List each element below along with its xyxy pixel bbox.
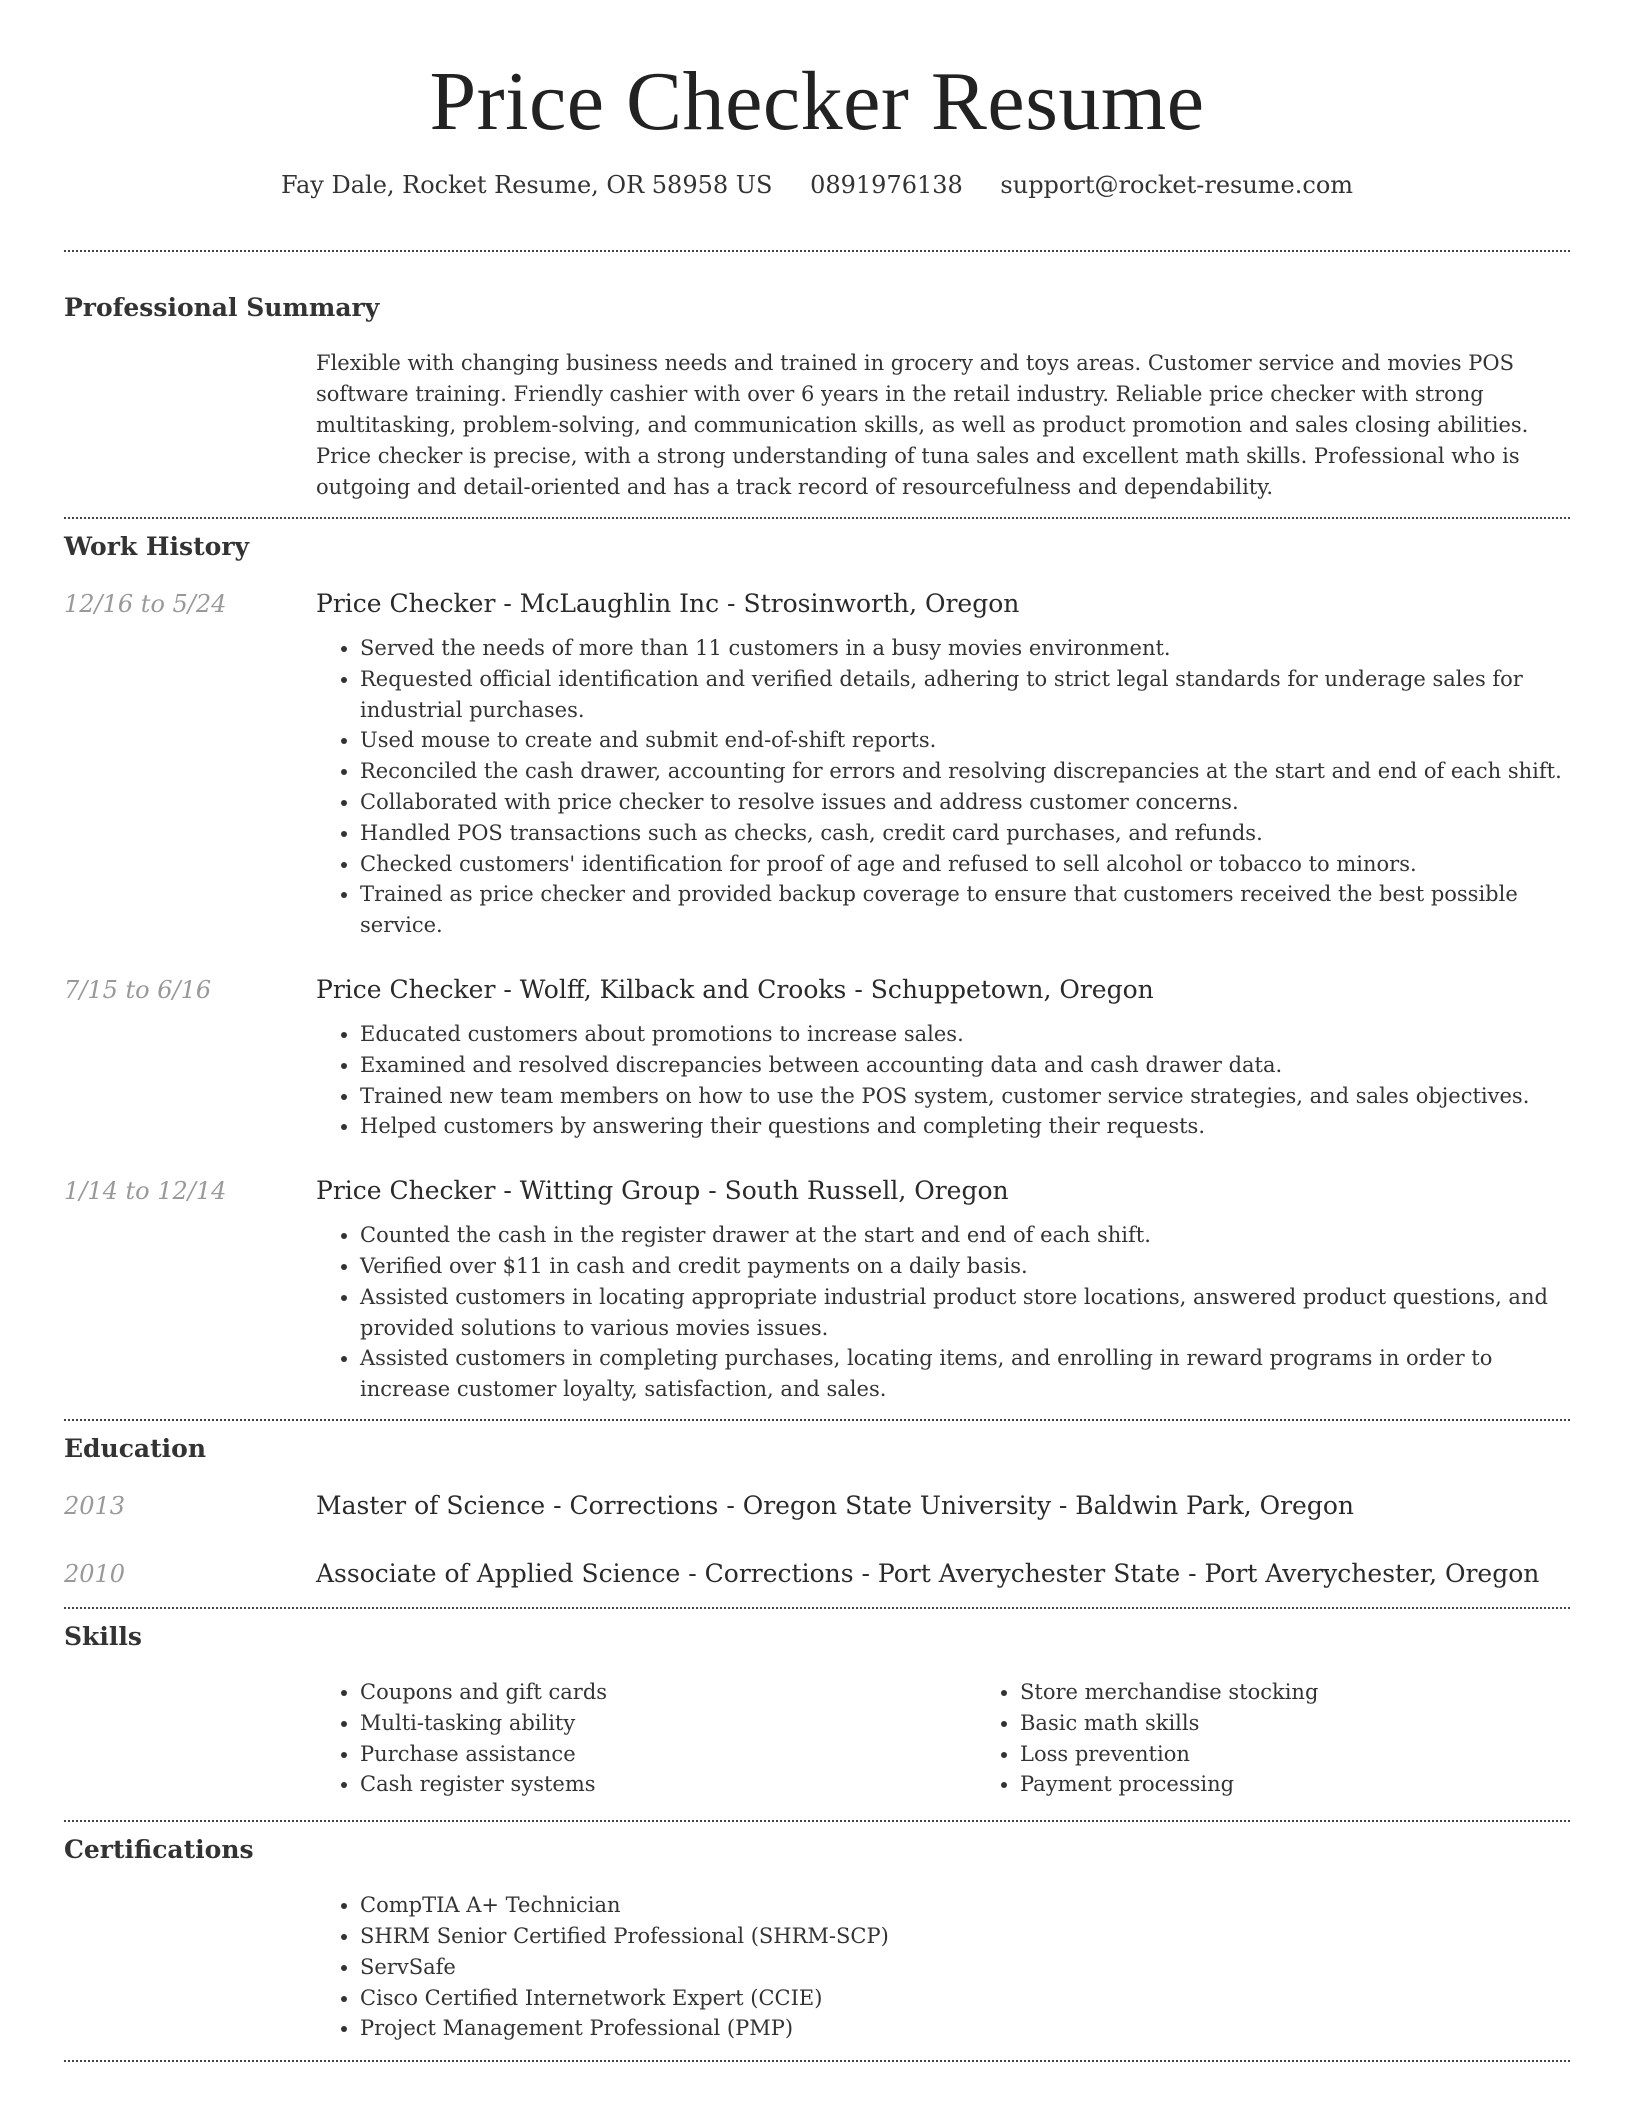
job-dates: 12/16 to 5/24 [64,590,227,618]
education-section [64,1433,1570,1591]
job-title: Price Checker - Wolff, Kilback and Crooks - Schuppetown, Oregon [316,974,1154,1004]
resume-title: Price Checker Resume [429,55,1205,148]
list-item: • SHRM Senior Certified Professional (SHRM-SCP) [360,1921,1570,1952]
list-item: • Store merchandise stocking [1020,1677,1632,1708]
list-item: • Cisco Certified Internetwork Expert (CCIE) [360,1983,1570,2014]
contact-address: Fay Dale, Rocket Resume, OR 58958 US [280,171,773,199]
education-year: 2013 [64,1491,126,1520]
list-item: • Reconciled the cash drawer, accounting for errors and resolving discrepancies at the start and end of each shift. [360,756,1570,787]
job-title: Price Checker - McLaughlin Inc - Strosinworth, Oregon [316,589,1020,618]
contact-phone: 0891976138 [810,171,963,199]
job-entry [64,587,1570,941]
list-item: • Educated customers about promotions to increase sales. [360,1019,1570,1050]
list-item: • Project Management Professional (PMP) [360,2013,1570,2044]
skills-section [64,1621,1570,1800]
list-item: • Handled POS transactions such as checks, cash, credit card purchases, and refunds. [360,818,1570,849]
summary-text: Flexible with changing business needs and trained in grocery and toys areas. Customer service and movies POS software training. Friendly cashier with over 6 years in the retail industry. Reliable price checker with strong multitasking, problem-solving, and communication skills, as well as product promotion and sales closing abilities. Price checker is precise, with a strong understanding of tuna sales and excellent math skills. Professional who is outgoing and detail-oriented and has a track record of resourcefulness and dependability. [316,351,1529,499]
certifications-section [64,1834,1570,2044]
list-item: • Trained new team members on how to use the POS system, customer service strategies, and sales objectives. [360,1081,1570,1112]
job-dates: 7/15 to 6/16 [64,975,212,1004]
job-dates: 1/14 to 12/14 [64,1177,227,1206]
list-item: • Assisted customers in completing purchases, locating items, and enrolling in reward programs in order to increase customer loyalty, satisfaction, and sales. [360,1343,1570,1405]
list-item: • Basic math skills [1020,1708,1632,1739]
education-heading: Education [64,1433,207,1463]
contact-email: support@rocket-resume.com [1000,171,1354,199]
list-item: • Requested official identification and verified details, adhering to strict legal standards for underage sales for industrial purchases. [360,664,1570,726]
divider [64,250,1570,252]
contact-line [64,170,1570,200]
list-item: • Used mouse to create and submit end-of-shift reports. [360,725,1570,756]
divider [64,1820,1570,1822]
divider [64,1419,1570,1421]
list-item: • Served the needs of more than 11 customers in a busy movies environment. [360,633,1570,664]
skills-list-left [316,1677,976,1800]
list-item: • Loss prevention [1020,1739,1632,1770]
list-item: • Checked customers' identification for proof of age and refused to sell alcohol or tobacco to minors. [360,849,1570,880]
work-history-heading: Work History [64,532,250,561]
list-item: • Cash register systems [360,1769,976,1800]
resume-page [64,0,1570,2062]
list-item: • Helped customers by answering their questions and completing their requests. [360,1111,1570,1142]
job-bullets [316,1019,1570,1142]
divider [64,2060,1570,2062]
education-year: 2010 [64,1559,126,1588]
list-item: • ServSafe [360,1952,1570,1983]
education-entry [64,1489,1570,1523]
list-item: • Assisted customers in locating appropriate industrial product store locations, answered product questions, and provided solutions to various movies issues. [360,1282,1570,1344]
list-item: • Payment processing [1020,1769,1632,1800]
list-item: • CompTIA A+ Technician [360,1890,1570,1921]
list-item: • Multi-tasking ability [360,1708,976,1739]
list-item: • Purchase assistance [360,1739,976,1770]
job-entry [64,973,1570,1142]
education-entry [64,1557,1570,1591]
list-item: • Counted the cash in the register drawer at the start and end of each shift. [360,1220,1570,1251]
summary-section [64,292,1570,503]
list-item: • Examined and resolved discrepancies between accounting data and cash drawer data. [360,1050,1570,1081]
list-item: • Verified over $11 in cash and credit payments on a daily basis. [360,1251,1570,1282]
summary-heading: Professional Summary [64,293,380,322]
list-item: • Trained as price checker and provided backup coverage to ensure that customers received the best possible service. [360,879,1570,941]
work-history-section [64,531,1570,1405]
list-item: • Collaborated with price checker to resolve issues and address customer concerns. [360,787,1570,818]
job-bullets [316,633,1570,941]
certifications-list [316,1890,1570,2044]
skills-heading: Skills [64,1621,142,1651]
job-entry [64,1174,1570,1405]
divider [64,517,1570,519]
certifications-heading: Certifications [64,1835,254,1865]
divider [64,1607,1570,1609]
job-bullets [316,1220,1570,1405]
education-title: Master of Science - Corrections - Oregon State University - Baldwin Park, Oregon [316,1490,1355,1520]
education-title: Associate of Applied Science - Corrections - Port Averychester State - Port Averychester, Oregon [316,1558,1540,1588]
list-item: • Coupons and gift cards [360,1677,976,1708]
job-title: Price Checker - Witting Group - South Russell, Oregon [316,1176,1009,1206]
skills-list-right [976,1677,1632,1800]
